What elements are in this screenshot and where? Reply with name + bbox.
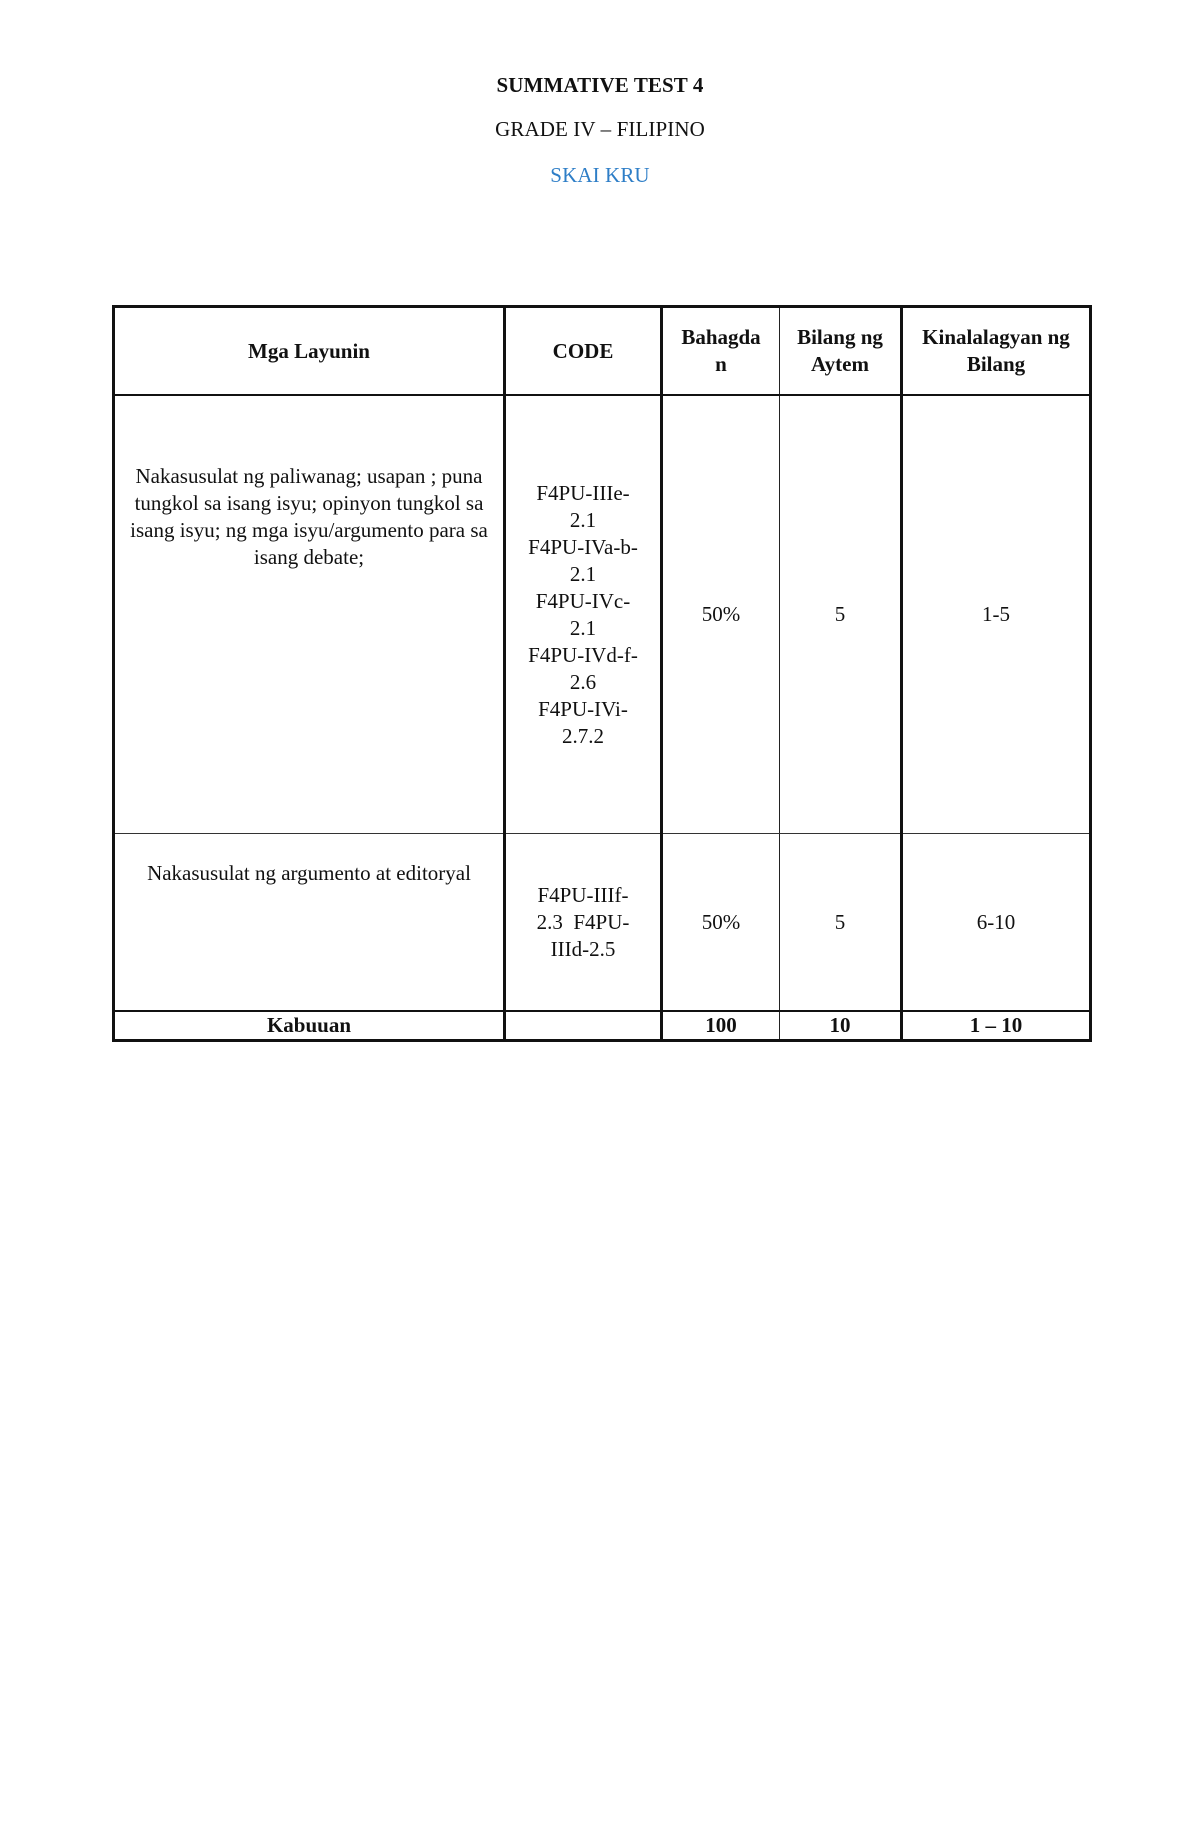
header-location-line1: Kinalalagyan ng	[922, 325, 1070, 349]
header-items	[780, 307, 902, 396]
table-total-row	[114, 1011, 1091, 1041]
header-objectives: Mga Layunin	[114, 307, 505, 396]
header-location	[902, 307, 1091, 396]
code-line: F4PU-IVc-	[535, 588, 631, 613]
code-line: 2.1	[569, 561, 597, 586]
total-percent: 100	[662, 1011, 780, 1041]
code-line: F4PU-IVi-	[538, 696, 628, 721]
header-items-line1: Bilang ng	[797, 325, 883, 349]
location-cell: 6-10	[902, 834, 1091, 1012]
table-header-row	[114, 307, 1091, 396]
table-of-specifications	[112, 305, 1092, 1042]
location-cell: 1-5	[902, 395, 1091, 834]
table-row	[114, 395, 1091, 834]
header-percent	[662, 307, 780, 396]
percent-cell: 50%	[662, 395, 780, 834]
total-items: 10	[780, 1011, 902, 1041]
items-cell: 5	[780, 834, 902, 1012]
header-location-line2: Bilang	[966, 352, 1026, 376]
code-line: IIId-2.5	[550, 936, 616, 961]
code-line: 2.1	[569, 615, 597, 640]
document-title: SUMMATIVE TEST 4	[496, 73, 704, 97]
header-percent-line1: Bahagda	[681, 325, 761, 349]
percent-cell: 50%	[662, 834, 780, 1012]
items-cell: 5	[780, 395, 902, 834]
code-line: 2.1	[569, 507, 597, 532]
header-code: CODE	[505, 307, 662, 396]
code-line: F4PU-IVa-b-	[528, 534, 638, 559]
total-code	[505, 1011, 662, 1041]
header-percent-line2: n	[715, 352, 727, 376]
code-line: 2.3 F4PU-	[536, 909, 630, 934]
header-items-line2: Aytem	[811, 352, 869, 376]
objective-cell: Nakasusulat ng argumento at editoryal	[114, 834, 505, 1012]
code-line: F4PU-IIIe-	[536, 480, 630, 505]
document-author: SKAI KRU	[550, 163, 650, 187]
total-label: Kabuuan	[114, 1011, 505, 1041]
code-cell	[505, 395, 662, 834]
objective-cell: Nakasusulat ng paliwanag; usapan ; puna tungkol sa isang isyu; opinyon tungkol sa isang isyu; ng mga isyu/argumento para sa isang debate;	[114, 395, 505, 834]
code-cell	[505, 834, 662, 1012]
table-row	[114, 834, 1091, 1012]
code-line: 2.7.2	[562, 723, 604, 748]
total-location: 1 – 10	[969, 1013, 1023, 1037]
code-line: F4PU-IIIf-	[537, 882, 629, 907]
document-subtitle: GRADE IV – FILIPINO	[495, 117, 705, 141]
code-line: F4PU-IVd-f-	[528, 642, 638, 667]
code-line: 2.6	[569, 669, 597, 694]
